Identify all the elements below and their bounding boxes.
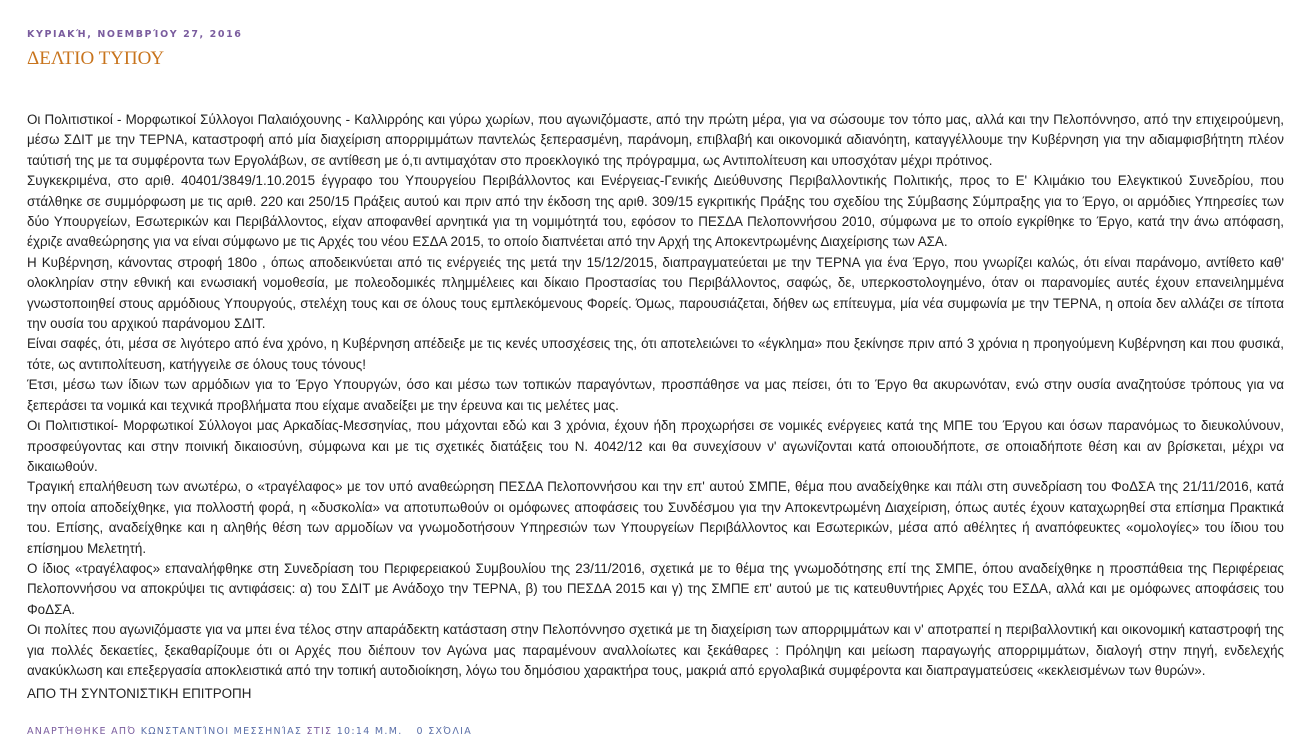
post-paragraph: Τραγική επαλήθευση των ανωτέρω, ο «τραγέλαφος» με τον υπό αναθεώρηση ΠΕΣΔΑ Πελοποννήσου και την επ' αυτού ΣΜΠΕ, θέμα που αναδείχθηκε και πάλι στη συνεδρίαση του ΦοΔΣΑ της 21/11/2016, κατά την οποία αποδείχθηκε, για πολλοστή φορά, η «δυσκολία» να αποτυπωθούν οι ομόφωνες αποφάσεις του Συνδέσμου για την Αποκεντρωμένη Διαχείριση, όπως αυτές έχουν καταχωρηθεί στα επίσημα Πρακτικά του. Επίσης, αναδείχθηκε και η αληθής θέση των αρμοδίων να γνωμοδοτήσουν Υπηρεσιών των Υπουργείων Περιβάλλοντος και Εσωτερικών, μέσα από αθέλητες ή αναπόφευκτες «ομολογίες» του ίδιου του επίσημου Μελετητή. — [27, 479, 1284, 556]
post-paragraph: Ο ίδιος «τραγέλαφος» επαναλήφθηκε στη Συνεδρίαση του Περιφερειακού Συμβουλίου της 23/11/2016, σχετικά με το θέμα της γνωμοδότησης επί της ΣΜΠΕ, όπου αναδείχθηκε η προσπάθεια της Περιφέρειας Πελοποννήσου να αποκρύψει τις αντιφάσεις: α) του ΣΔΙΤ με Ανάδοχο την ΤΕΡΝΑ, β) του ΠΕΣΔΑ 2015 και γ) της ΣΜΠΕ επ' αυτού με τις κατευθυντήριες Αρχές του ΕΣΔΑ, αλλά και με ομόφωνες αποφάσεις του ΦοΔΣΑ. — [27, 560, 1284, 617]
post-paragraph: Η Κυβέρνηση, κάνοντας στροφή 180ο , όπως αποδεικνύεται από τις ενέργειές της μετά την 15/12/2015, διαπραγματεύεται με την ΤΕΡΝΑ για ένα Έργο, που γνωρίζει καλώς, ότι είναι παράνομο, αντίθετο καθ' ολοκληρίαν στην εθνική και ενωσιακή νομοθεσία, με πολεοδομικές πλημμέλειες και δίκαιο Προστασίας του Περιβάλλοντος, σαφώς, δε, υπερκοστολογημένο, όταν οι παρανομίες αυτές έχουν επανειλημμένα γνωστοποιηθεί στους αρμόδιους Υπουργούς, στελέχη τους και σε όλους τους εμπλεκόμενους Φορείς. Όμως, παρουσιάζεται, δήθεν ως επίτευγμα, μία νέα συμφωνία με την ΤΕΡΝΑ, η οποία δεν αλλάζει σε τίποτα την ουσία του αρχικού παράνομου ΣΔΙΤ. — [27, 254, 1284, 332]
post-footer — [27, 726, 472, 737]
post-paragraph: Είναι σαφές, ότι, μέσα σε λιγότερο από ένα χρόνο, η Κυβέρνηση απέδειξε με τις κενές υποσχέσεις της, ότι αποτελειώνει το «έγκλημα» που ξεκίνησε πριν από 3 χρόνια η προηγούμενη Κυβέρνηση και που φυσικά, τότε, ως αντιπολίτευση, κατήγγειλε σε όλους τους τόνους! — [27, 336, 1284, 372]
post-time-link[interactable]: 10:14 Μ.Μ. — [336, 726, 403, 737]
post-body — [27, 110, 1284, 705]
post-paragraph: Οι Πολιτιστικοί - Μορφωτικοί Σύλλογοι Παλαιόχουνης - Καλλιρρόης και γύρω χωρίων, που αγωνιζόμαστε, από την πρώτη μέρα, για να σώσουμε τον τόπο μας, αλλά και την Πελοπόννησο, από την επιχειρούμενη, μέσω ΣΔΙΤ με την ΤΕΡΝΑ, καταστροφή από μία διαχείριση απορριμμάτων παντελώς ξεπερασμένη, παράνομη, επιβλαβή και οικονομικά αδιανόητη, καταγγέλλουμε την Κυβέρνηση για την αδιαμφισβήτητη πλέον ταύτισή της με τα συμφέροντα των Εργολάβων, σε αντίθεση με ό,τι αντιμαχόταν στο προεκλογικό της πρόγραμμα, ως Αντιπολίτευση και υποσχόταν μέχρι πρότινος. — [27, 112, 1284, 168]
at-label: ΣΤΙΣ — [306, 726, 333, 737]
post-signature: ΑΠΟ ΤΗ ΣΥΝΤΟΝΙΣΤΙΚΗ ΕΠΙΤΡΟΠΗ — [27, 686, 252, 702]
comments-link[interactable]: 0 ΣΧΌΛΙΑ — [416, 726, 473, 737]
post-paragraph: Συγκεκριμένα, στο αριθ. 40401/3849/1.10.2015 έγγραφο του Υπουργείου Περιβάλλοντος και Ενέργειας-Γενικής Διεύθυνσης Περιβαλλοντικής Πολιτικής, προς το Ε' Κλιμάκιο του Ελεγκτικού Συνεδρίου, που στάλθηκε σε συμμόρφωση με τις αριθ. 220 και 250/15 Πράξεις αυτού και πριν από την έκδοση της αριθ. 309/15 εγκριτικής Πράξης του σχεδίου της Σύμβασης Σύμπραξης για το Έργο, οι αρμόδιες Υπηρεσίες των δύο Υπουργείων, Εσωτερικών και Περιβάλλοντος, είχαν αποφανθεί αρνητικά για τη νομιμότητά του, εφόσον το ΠΕΣΔΑ Πελοποννήσου 2010, σύμφωνα με το οποίο εγκρίθηκε το Έργο, κατά την άνω απόφαση, έχριζε αναθεώρησης για να είναι σύμφωνο με τις Αρχές του νέου ΕΣΔΑ 2015, το οποίο διαπνέεται από την Αρχή της Αποκεντρωμένης Διαχείρισης των ΑΣΑ. — [27, 173, 1284, 250]
post-paragraph: Έτσι, μέσω των ίδιων των αρμόδιων για το Έργο Υπουργών, όσο και μέσω των τοπικών παραγόντων, προσπάθησε να μας πείσει, ότι το Έργο θα ακυρωνόταν, ενώ στην ουσία αναζητούσε τρόπους για να ξεπεράσει τα νομικά και τεχνικά προβλήματα που είχαμε αναδείξει με την έρευνα και τις μελέτες μας. — [27, 377, 1284, 413]
post-title: ΔΕΛΤΙΟ ΤΥΠΟΥ — [27, 48, 165, 69]
posted-by-label: ΑΝΑΡΤΉΘΗΚΕ ΑΠΌ — [27, 726, 137, 737]
blog-post — [27, 28, 1284, 705]
post-paragraph: Οι πολίτες που αγωνιζόμαστε για να μπει ένα τέλος στην απαράδεκτη κατάσταση στην Πελοπόννησο σχετικά με τη διαχείριση των απορριμμάτων και ν' αποτραπεί η περιβαλλοντική και οικονομική καταστροφή της για πολλές δεκαετίες, ξεκαθαρίζουμε ότι οι Αρχές που διέπουν τον Αγώνα μας παραμένουν αναλλοίωτες και ξεκάθαρες : Πρόληψη και μείωση παραγωγής απορριμμάτων, διαλογή στην πηγή, ενδελεχής ανακύκλωση και επεξεργασία αποκλειστικά από την τοπική αυτοδιοίκηση, λόγω του δημόσιου χαρακτήρα τους, μακριά από εργολαβικά συμφέροντα και διαπραγματεύσεις «κεκλεισμένων των θυρών». — [27, 622, 1284, 678]
date-header: ΚΥΡΙΑΚΉ, ΝΟΕΜΒΡΊΟΥ 27, 2016 — [27, 29, 243, 40]
post-paragraph: Οι Πολιτιστικοί- Μορφωτικοί Σύλλογοι μας Αρκαδίας-Μεσσηνίας, που μάχονται εδώ και 3 χρόνια, έχουν ήδη προχωρήσει σε νομικές ενέργειες κατά της ΜΠΕ του Έργου και όσων παρανόμως το διευκολύνουν, προσφεύγοντας και στην ποινική δικαιοσύνη, σύμφωνα και με τις σχετικές διατάξεις του Ν. 4042/12 και θα συνεχίσουν ν' αγωνίζονται κατά οποιουδήποτε, σε οποιαδήποτε θέση και αν βρίσκεται, μέχρι να δικαιωθούν. — [27, 418, 1284, 474]
author-link[interactable]: ΚΩΝΣΤΑΝΤΊΝΟΙ ΜΕΣΣΗΝΊΑΣ — [140, 726, 303, 737]
